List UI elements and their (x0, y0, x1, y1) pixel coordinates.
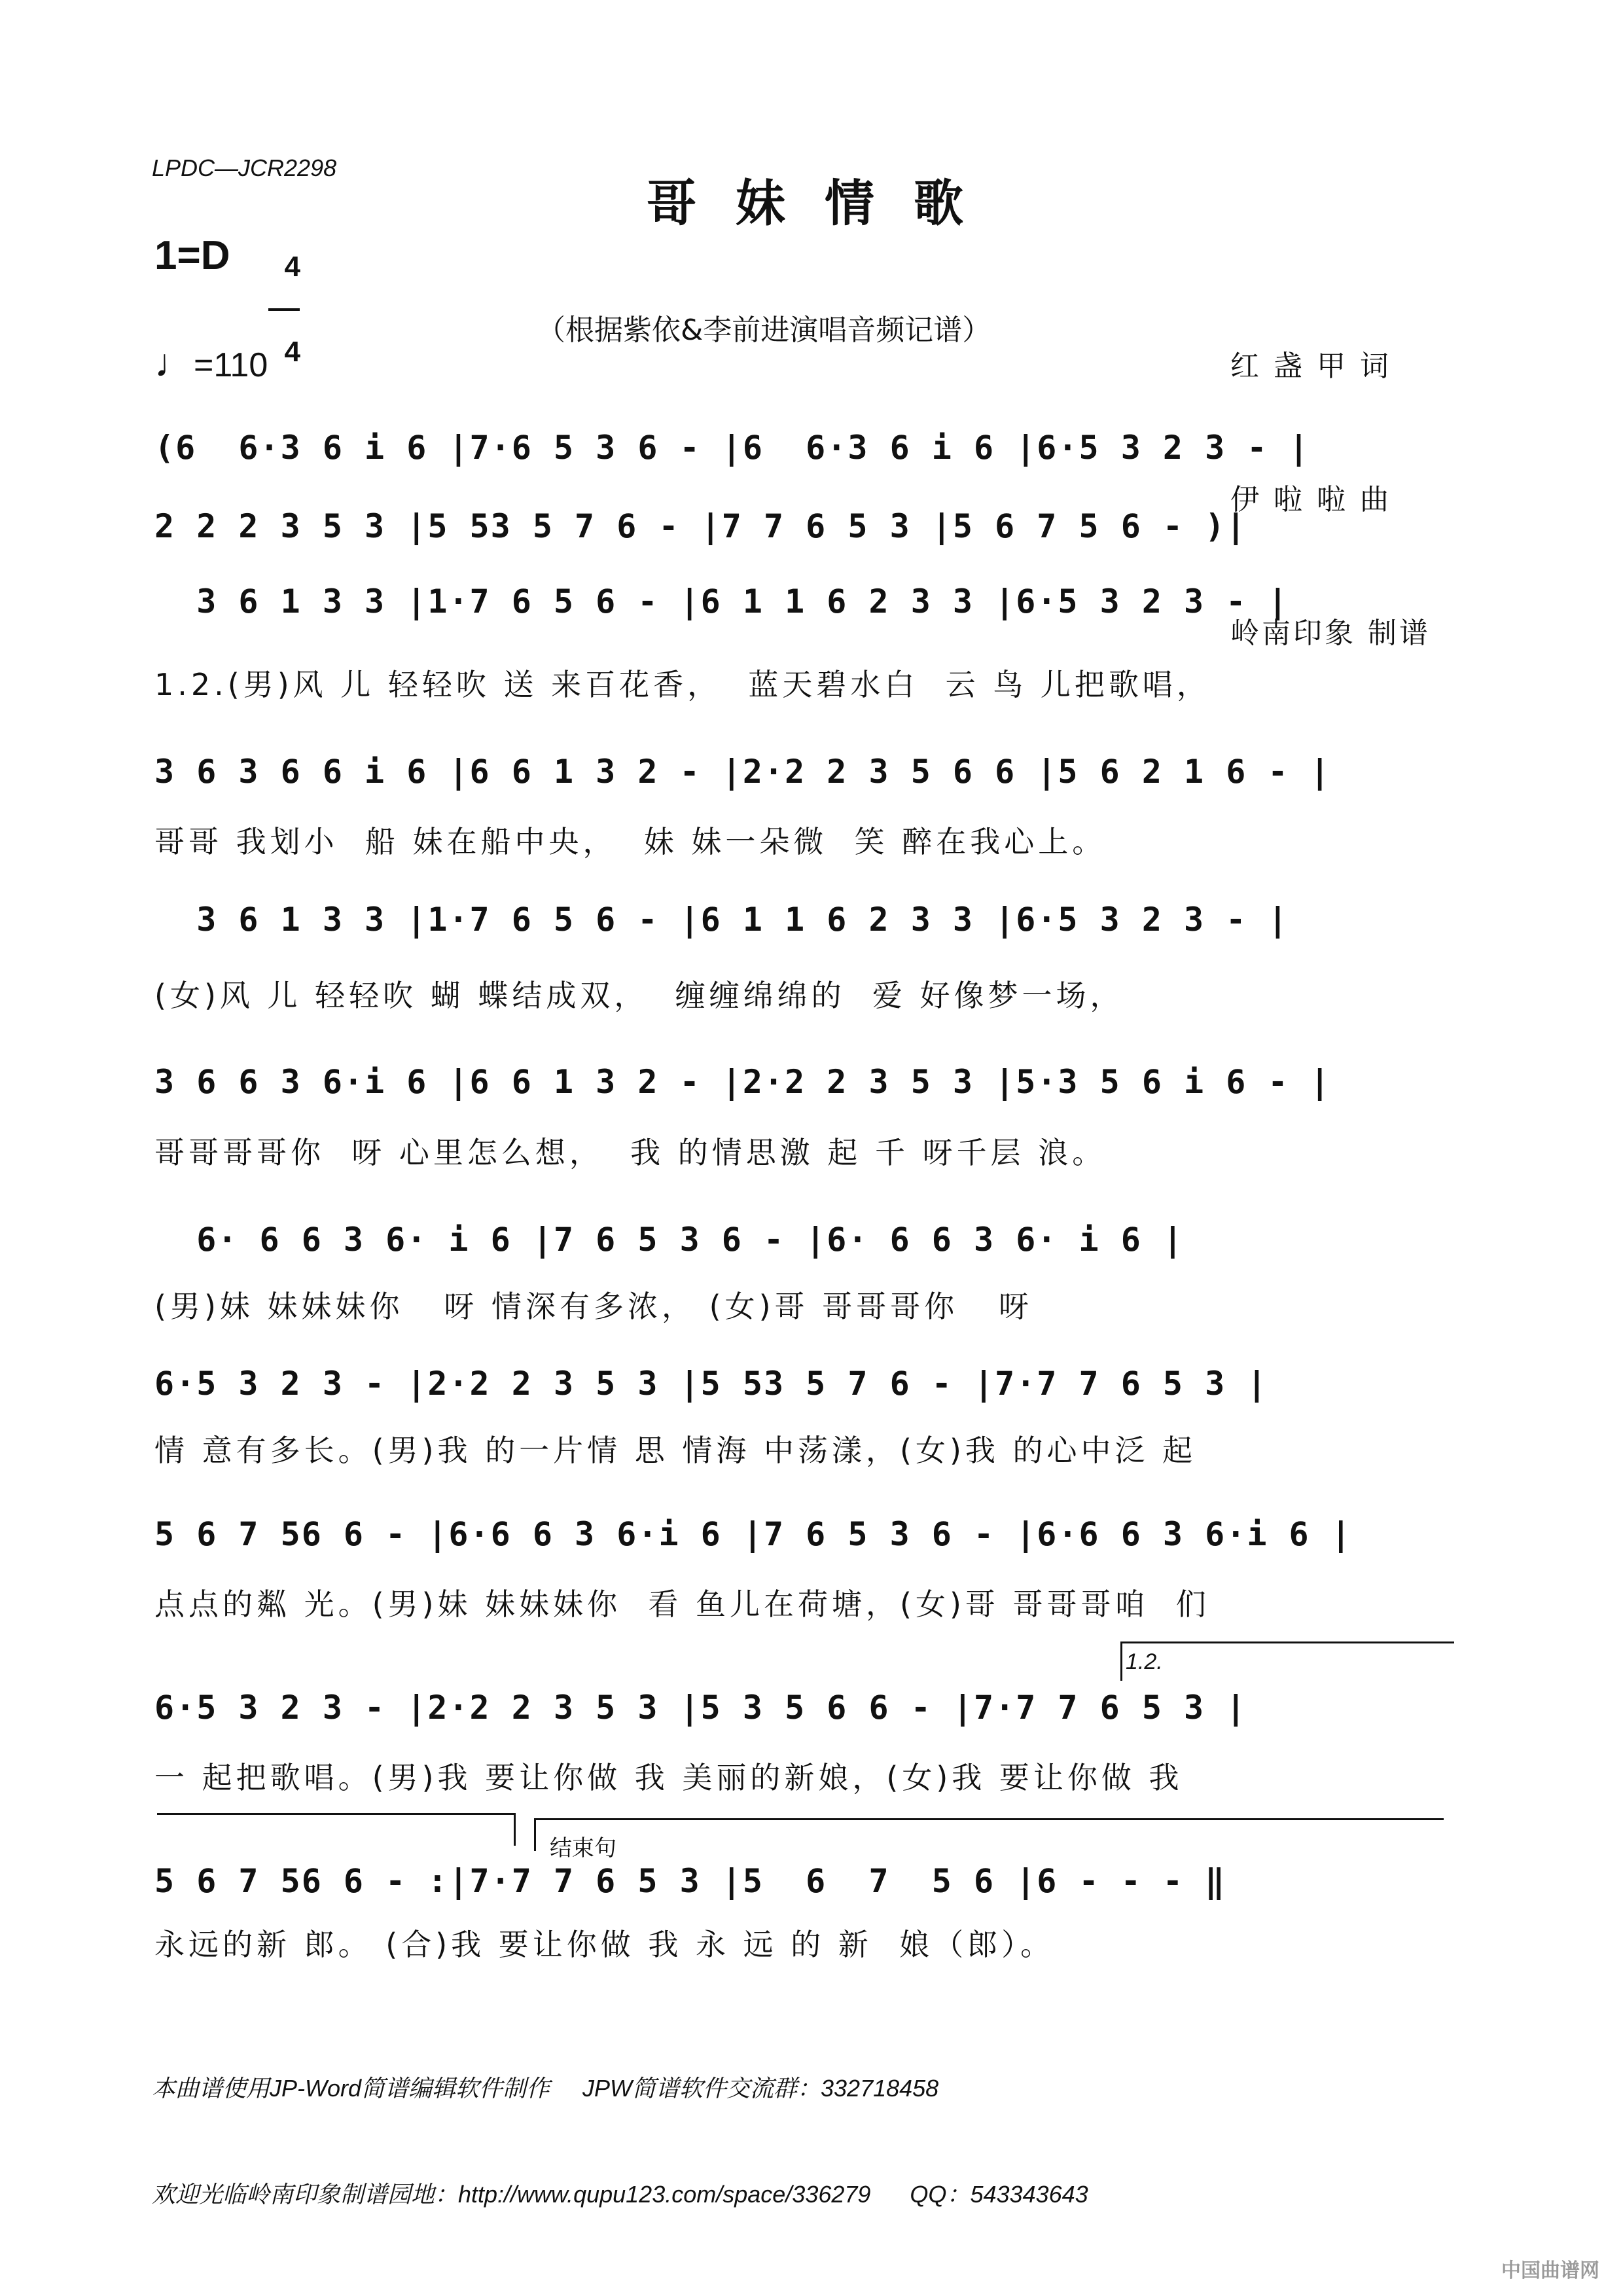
lyric-line: (男)妹 妹妹妹你 呀 情深有多浓， (女)哥 哥哥哥你 呀 (154, 1289, 1033, 1324)
subtitle: （根据紫依&李前进演唱音频记谱） (537, 314, 991, 347)
lyric-line: 点点的粼 光。(男)妹 妹妹妹你 看 鱼儿在荷塘，(女)哥 哥哥哥咱 们 (154, 1587, 1210, 1622)
lyric-line: 永远的新 郎。 (合)我 要让你做 我 永 远 的 新 娘（郎）。 (154, 1927, 1055, 1962)
watermark-logo: 中国曲谱网 (1501, 2259, 1599, 2282)
footer (152, 2000, 1088, 2248)
footer-line-2: 欢迎光临岭南印象制谱园地：http://www.qupu123.com/space/336279 QQ：543343643 (152, 2181, 1088, 2208)
lyric-line: 情 意有多长。(男)我 的一片情 思 情海 中荡漾，(女)我 的心中泛 起 (154, 1433, 1197, 1468)
staff-line: 3 6 6 3 6·i 6 |6 6 1 3 2 - |2·2 2 3 5 3 |5·3 5 6 i 6 - | (154, 1063, 1331, 1101)
lyric-line: 一 起把歌唱。(男)我 要让你做 我 美丽的新娘，(女)我 要让你做 我 (154, 1760, 1183, 1795)
intro-staff-1: (6 6·3 6 i 6 |7·6 5 3 6 - |6 6·3 6 i 6 |6·5 3 2 3 - | (154, 429, 1310, 467)
staff-line: 3 6 1 3 3 |1·7 6 5 6 - |6 1 1 6 2 3 3 |6·5 3 2 3 - | (154, 583, 1289, 620)
staff-line: 5 6 7 56 6 - |6·6 6 3 6·i 6 |7 6 5 3 6 - |6·6 6 3 6·i 6 | (154, 1515, 1352, 1553)
song-title: 哥妹情歌 (647, 174, 1003, 232)
quarter-note-icon: ♩ (154, 341, 194, 385)
staff-line: 3 6 1 3 3 |1·7 6 5 6 - |6 1 1 6 2 3 3 |6·5 3 2 3 - | (154, 901, 1289, 939)
time-signature-bottom: 4 (284, 336, 300, 368)
first-ending-label: 1.2. (1126, 1649, 1163, 1674)
lyric-line: 哥哥哥哥你 呀 心里怎么想， 我 的情思激 起 千 呀千层 浪。 (154, 1135, 1107, 1170)
arranger-credit: 岭南印象 制谱 (1230, 617, 1431, 650)
intro-staff-2: 2 2 2 3 5 3 |5 53 5 7 6 - |7 7 6 5 3 |5 6 7 5 6 - )| (154, 507, 1247, 545)
time-signature-top: 4 (284, 251, 300, 283)
lyric-line: 1.2.(男)风 儿 轻轻吹 送 来百花香， 蓝天碧水白 云 鸟 儿把歌唱， (154, 667, 1211, 702)
composer-credit: 伊 啦 啦 曲 (1230, 483, 1391, 516)
staff-line: 6·5 3 2 3 - |2·2 2 3 5 3 |5 53 5 7 6 - |7·7 7 6 5 3 | (154, 1365, 1268, 1403)
credits (1230, 255, 1431, 700)
lyricist-credit: 红 盏 甲 词 (1230, 350, 1391, 383)
score-code: LPDC—JCR2298 (152, 154, 337, 181)
staff-line: 3 6 3 6 6 i 6 |6 6 1 3 2 - |2·2 2 3 5 6 6 |5 6 2 1 6 - | (154, 753, 1331, 791)
lyric-line: 哥哥 我划小 船 妹在船中央， 妹 妹一朵微 笑 醉在我心上。 (154, 824, 1107, 859)
footer-line-1: 本曲谱使用JP-Word简谱编辑软件制作 JPW简谱软件交流群：332718458 (152, 2075, 939, 2102)
lyric-line: (女)风 儿 轻轻吹 蝴 蝶结成双， 缠缠绵绵的 爱 好像梦一场， (154, 978, 1124, 1013)
key-signature: 1=D (154, 233, 230, 278)
staff-line: 6· 6 6 3 6· i 6 |7 6 5 3 6 - |6· 6 6 3 6· i 6 | (154, 1221, 1185, 1259)
ending-label: 结束句 (550, 1835, 616, 1861)
time-signature (268, 226, 300, 366)
tempo-value: =110 (194, 346, 268, 384)
tempo-marking (154, 340, 268, 386)
staff-line: 5 6 7 56 6 - :|7·7 7 6 5 3 |5 6 7 5 6 |6 - - - ‖ (154, 1862, 1226, 1900)
staff-line: 6·5 3 2 3 - |2·2 2 3 5 3 |5 3 5 6 6 - |7·7 7 6 5 3 | (154, 1689, 1247, 1727)
